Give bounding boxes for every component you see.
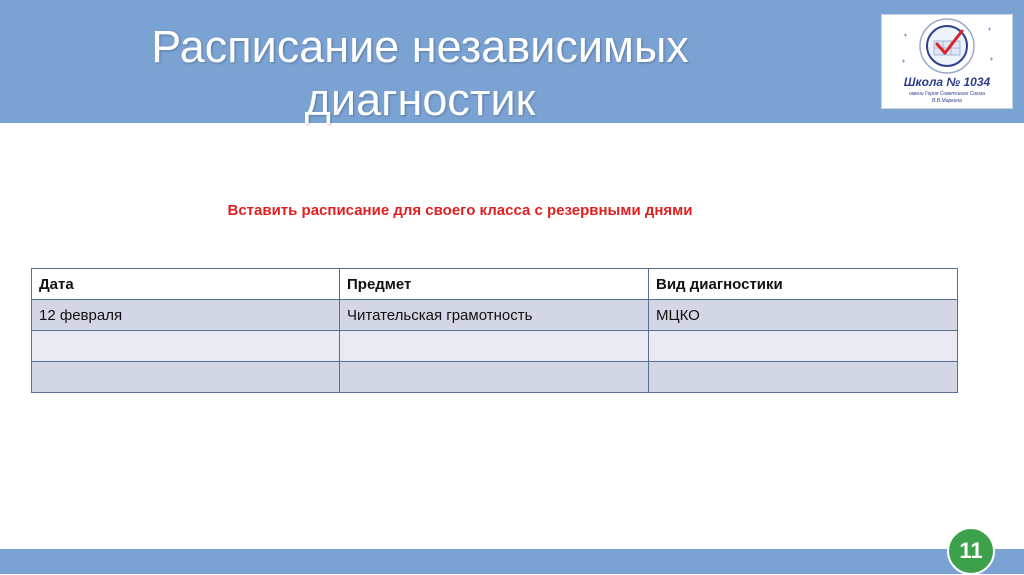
table-row <box>32 331 958 362</box>
table-row <box>32 300 958 331</box>
table-cell <box>340 331 649 362</box>
table-cell <box>32 331 340 362</box>
table-cell: МЦКО <box>649 300 958 331</box>
logo-subtitle: имени Героя Советского Союза <box>909 91 985 97</box>
table-cell <box>649 331 958 362</box>
table-cell <box>340 362 649 393</box>
school-emblem-icon <box>882 15 1012 77</box>
table-cell <box>32 362 340 393</box>
table-row <box>32 362 958 393</box>
column-header-diagnostic-type: Вид диагностики <box>649 269 958 300</box>
table-cell: Читательская грамотность <box>340 300 649 331</box>
school-logo <box>881 14 1013 109</box>
logo-school-name: Школа № 1034 <box>903 75 991 89</box>
page-number-badge: 11 <box>947 527 995 575</box>
table-header-row <box>32 269 958 300</box>
footer-band <box>0 549 1024 574</box>
slide-title: Расписание независимых диагностик <box>151 21 689 125</box>
table-cell <box>649 362 958 393</box>
logo-subtitle-name: В.В.Маркина <box>932 98 962 104</box>
instruction-text: Вставить расписание для своего класса с резервными днями <box>227 202 693 219</box>
column-header-date: Дата <box>32 269 340 300</box>
schedule-table <box>31 268 958 393</box>
column-header-subject: Предмет <box>340 269 649 300</box>
table-cell: 12 февраля <box>32 300 340 331</box>
